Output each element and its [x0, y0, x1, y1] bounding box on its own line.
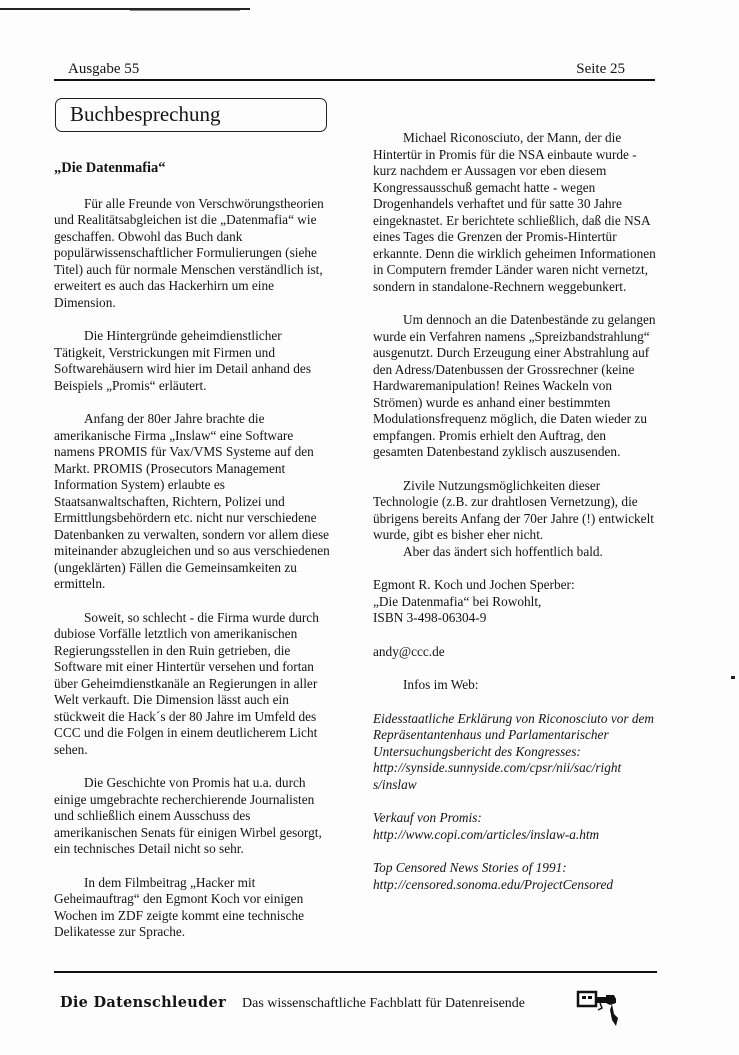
web-link-entry	[373, 711, 657, 794]
link-url[interactable]: http://www.copi.com/articles/inslaw-a.htm	[373, 826, 600, 842]
paragraph: Die Geschichte von Promis hat u.a. durch einige umgebrachte recherchierende Journalisten und schließlich einem Ausschuss des amerikanischen Senats für einigen Wirbel gesorgt, ein technisches Detail nicht so sehr.	[54, 775, 322, 856]
web-link-entry	[373, 860, 657, 893]
scan-artifact-line	[130, 10, 240, 11]
book-isbn: ISBN 3-498-06304-9	[373, 610, 487, 625]
paragraph: Michael Riconosciuto, der Mann, der die Hintertür in Promis für die NSA einbaute wurde - kurz nachdem er Aussagen vor eben diesem Kongressausschuß gemacht hatte - wegen Drogenhandels verhaftet und für satte 30 Jahre eingeknastet. Er berichtete schließlich, daß die NSA eines Tages die Grenzen der Promis-Hintertür erkannte. Denn die wirklich geheimen Informationen in Computern fremder Länder waren nicht vernetzt, sondern in standalone-Rechnern weggebunkert.	[373, 130, 656, 294]
paragraph: Die Hintergründe geheimdienstlicher Tätigkeit, Verstrickungen mit Firmen und Softwarehäusern wird hier im Detail anhand des Beispiels „Promis“ erläutert.	[54, 328, 311, 393]
book-title-publisher: „Die Datenmafia“ bei Rowohlt,	[373, 593, 542, 609]
book-authors: Egmont R. Koch und Jochen Sperber:	[373, 577, 575, 592]
datenschleuder-plug-icon	[576, 988, 624, 1033]
article-title: „Die Datenmafia“	[54, 160, 166, 176]
link-url[interactable]: http://synside.sunnyside.com/cpsr/nii/sac/right s/inslaw	[373, 760, 622, 792]
web-heading: Infos im Web:	[403, 677, 479, 692]
issue-number: Ausgabe 55	[68, 61, 140, 77]
paragraph: In dem Filmbeitrag „Hacker mit Geheimauftrag“ den Egmont Koch vor einigen Wochen im ZDF zeigte kommt eine technische Delikatesse zur Sprache.	[54, 874, 305, 939]
section-title: Buchbesprechung	[55, 98, 327, 132]
page-number: Seite 25	[576, 61, 625, 77]
link-label: Eidesstaatliche Erklärung von Riconosciuto vor dem Repräsentantenhaus und Parlamentarischer Untersuchungsbericht des Kongresses:	[373, 710, 655, 759]
left-column	[54, 160, 334, 958]
web-link-entry	[373, 810, 657, 843]
paragraph: Anfang der 80er Jahre brachte die amerikanische Firma „Inslaw“ eine Software namens PROMIS für Vax/VMS Systeme auf den Markt. PROMIS (Prosecutors Management Information System) erlaubte es Staatsanwaltschaften, Richtern, Polizei und Ermittlungsbehördern etc. nicht nur verschiedene Datenbanken zu verwalten, sondern vor allem diese miteinander abzugleichen und so aus verschiedenen (ungeklärten) Fällen die Gemeinsamkeiten zu ermitteln.	[54, 411, 330, 591]
paragraph: Zivile Nutzungsmöglichkeiten dieser Technologie (z.B. zur drahtlosen Vernetzung), die übrigens bereits Anfang der 70er Jahre (!) entwickelt wurde, gibt es bisher eher nicht.	[373, 477, 654, 542]
scan-artifact-dot	[731, 676, 735, 679]
link-url[interactable]: http://censored.sonoma.edu/ProjectCensored	[373, 876, 614, 892]
link-label: Verkauf von Promis:	[373, 810, 482, 825]
header-rule	[54, 79, 655, 81]
paragraph: Für alle Freunde von Verschwörungstheorien und Realitätsabgleichen ist die „Datenmafia“ wie geschaffen. Obwohl das Buch dank populärwissenschaftlicher Formulierungen (siehe Titel) auch für normale Menschen verständlich ist, erweitert es auch das Hackerhirn um eine Dimension.	[54, 195, 324, 310]
book-info	[373, 577, 657, 627]
footer-rule	[54, 971, 657, 973]
publication-tagline: Das wissenschaftliche Fachblatt für Datenreisende	[242, 996, 526, 1011]
paragraph: Um dennoch an die Datenbestände zu gelangen wurde ein Verfahren namens „Spreizbandstrahlung“ ausgenutzt. Durch Erzeugung einer Abstrahlung auf den Adress/Datenbussen der Grossrechner (keine Hardwaremanipulation! Reines Wackeln von Strömen) wurde es anhand einer bestimmten Modulationsfrequenz möglich, die Daten wieder zu empfangen. Promis erhielt den Auftrag, den gesamten Datenbestand zyklisch auszusenden.	[373, 312, 656, 459]
author-email[interactable]: andy@ccc.de	[373, 643, 445, 659]
closing-line: Aber das ändert sich hoffentlich bald.	[403, 543, 603, 559]
paragraph: Soweit, so schlecht - die Firma wurde durch dubiose Vorfälle letztlich von amerikanischen Regierungsstellen in den Ruin getrieben, die Software mit einer Hintertür versehen und fortan über Geheimdienstkanäle an Regierungen in aller Welt verkauft. Die Dimension lässt auch ein stückweit die Hack´s der 80 Jahre im Umfeld des CCC und die Folgen in einem deutlicherem Licht sehen.	[54, 609, 319, 757]
link-label: Top Censored News Stories of 1991:	[373, 860, 567, 875]
publication-title: Die Datenschleuder	[60, 994, 227, 1011]
right-column	[373, 130, 657, 910]
